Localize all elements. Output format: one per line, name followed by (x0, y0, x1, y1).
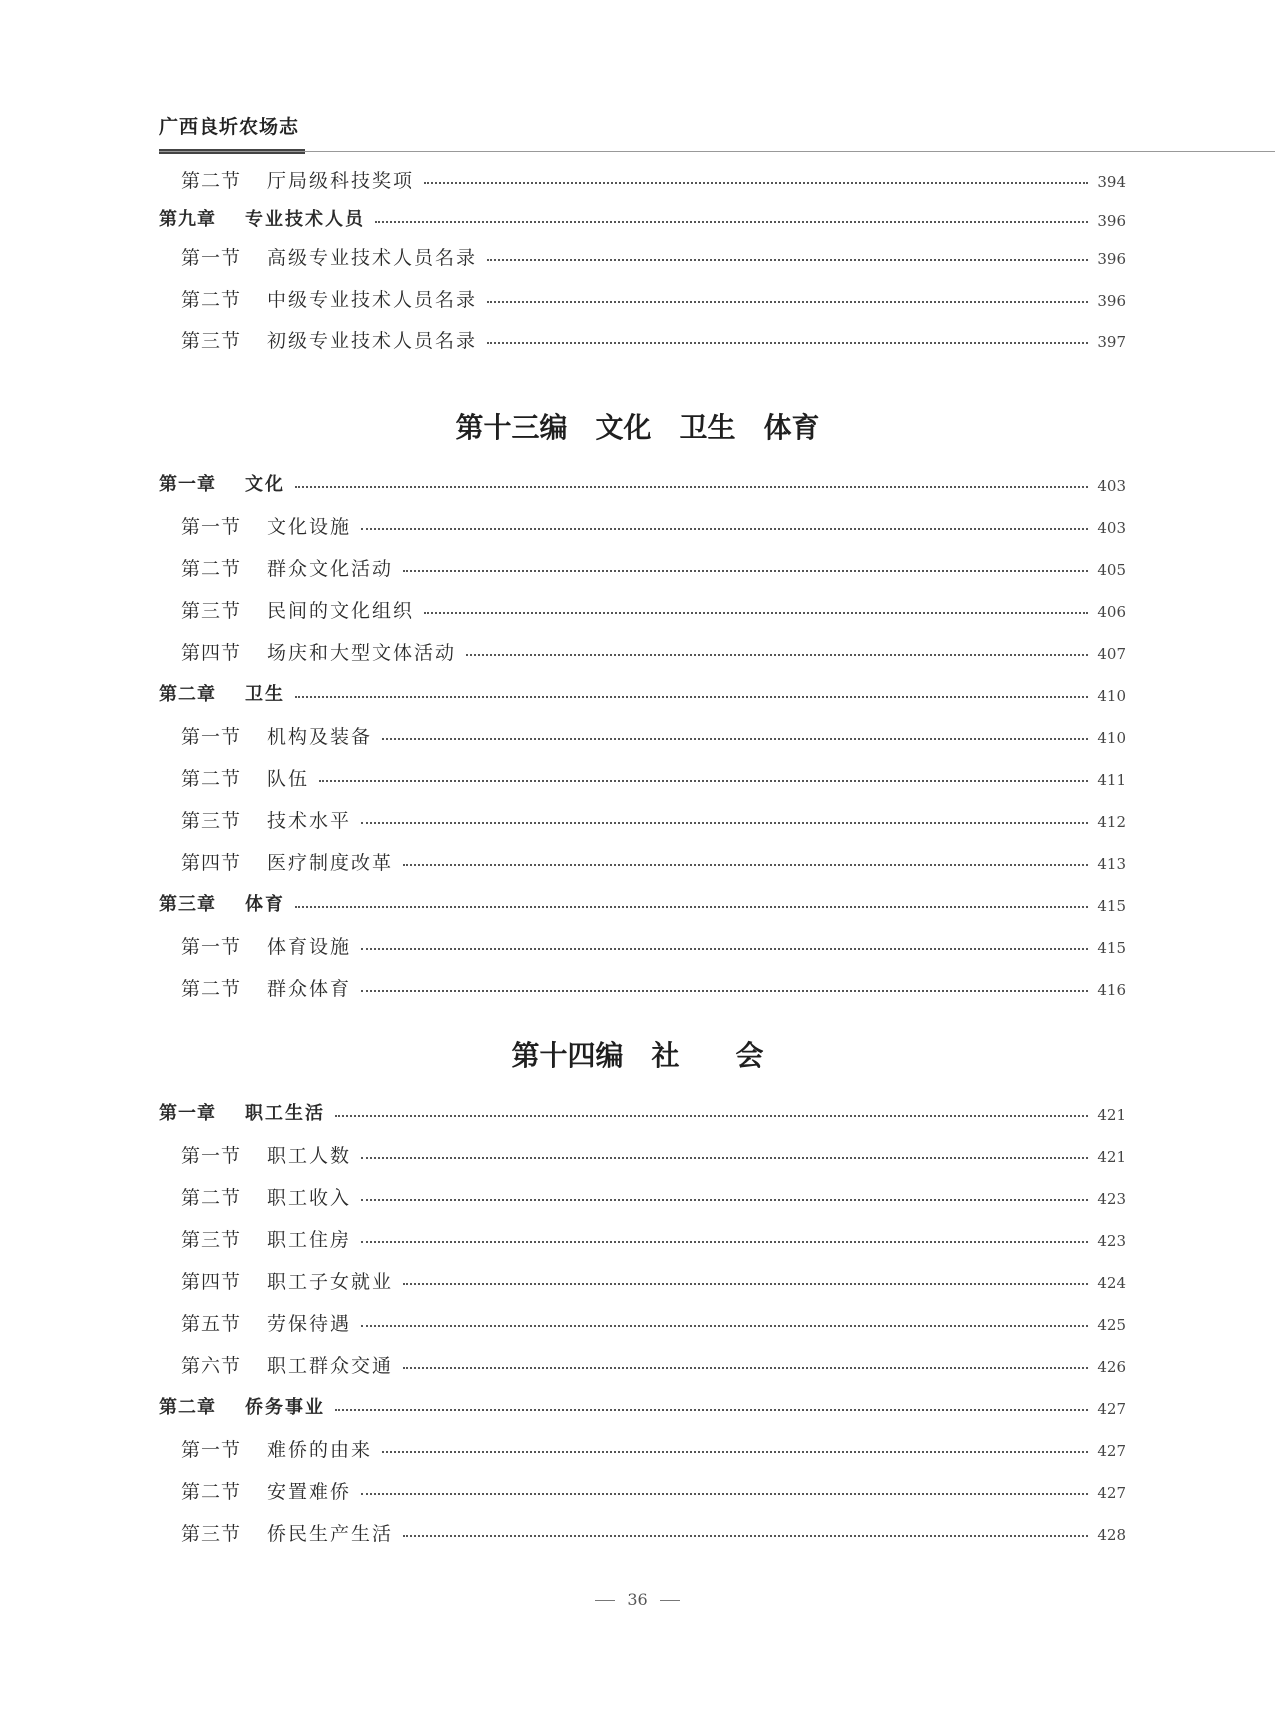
leader-dots (295, 906, 1088, 908)
leader-dots (361, 528, 1088, 530)
entry-number: 第二节 (181, 1480, 242, 1503)
part-title: 第十四编 社 会 (511, 1039, 764, 1072)
leader-dots (361, 1493, 1088, 1495)
toc-section-entry[interactable] (159, 636, 1126, 666)
entry-title: 中级专业技术人员名录 (267, 288, 478, 311)
entry-title: 安置难侨 (267, 1480, 352, 1503)
entry-title: 群众文化活动 (267, 557, 394, 580)
toc-section-entry[interactable] (159, 594, 1126, 624)
entry-number: 第三节 (181, 1228, 242, 1251)
entry-page: 396 (1097, 292, 1126, 310)
entry-number: 第三节 (181, 809, 242, 832)
entry-number: 第一节 (181, 1438, 242, 1461)
entry-title: 卫生 (245, 684, 285, 705)
leader-dots (361, 822, 1088, 824)
entry-number: 第一章 (159, 1103, 216, 1124)
entry-title: 职工子女就业 (267, 1270, 394, 1293)
toc-section-entry[interactable] (159, 164, 1126, 194)
entry-number: 第一节 (181, 725, 242, 748)
entry-title: 劳保待遇 (267, 1312, 352, 1335)
entry-title: 职工群众交通 (267, 1354, 394, 1377)
toc-section-entry[interactable] (159, 804, 1126, 834)
entry-title: 侨务事业 (245, 1397, 325, 1418)
leader-dots (403, 1535, 1088, 1537)
entry-number: 第二章 (159, 684, 216, 705)
entry-title: 职工人数 (267, 1144, 352, 1167)
entry-title: 职工住房 (267, 1228, 352, 1251)
entry-title: 机构及装备 (267, 725, 373, 748)
entry-page: 415 (1097, 939, 1126, 957)
leader-dots (403, 1367, 1088, 1369)
entry-page: 421 (1097, 1106, 1126, 1124)
toc-section-entry[interactable] (159, 762, 1126, 792)
entry-page: 403 (1097, 477, 1126, 495)
entry-page: 425 (1097, 1316, 1126, 1334)
entry-page: 406 (1097, 603, 1126, 621)
entry-page: 427 (1097, 1442, 1126, 1460)
toc-section-entry[interactable] (159, 324, 1126, 354)
entry-page: 397 (1097, 333, 1126, 351)
entry-page: 415 (1097, 897, 1126, 915)
page-number: 36 (627, 1590, 648, 1609)
toc-section-entry[interactable] (159, 552, 1126, 582)
entry-title: 技术水平 (267, 809, 352, 832)
entry-page: 411 (1097, 771, 1126, 789)
leader-dots (295, 696, 1088, 698)
leader-dots (424, 612, 1088, 614)
leader-dots (375, 221, 1088, 223)
entry-number: 第三章 (159, 894, 216, 915)
entry-title: 初级专业技术人员名录 (267, 329, 478, 352)
leader-dots (487, 301, 1088, 303)
entry-title: 医疗制度改革 (267, 851, 394, 874)
entry-page: 413 (1097, 855, 1126, 873)
entry-number: 第二节 (181, 288, 242, 311)
entry-number: 第四节 (181, 851, 242, 874)
footer-dash-right (660, 1600, 680, 1601)
part-title: 第十三编 文化 卫生 体育 (455, 411, 820, 444)
toc-chapter-entry[interactable] (159, 678, 1126, 708)
leader-dots (361, 990, 1088, 992)
entry-title: 文化 (245, 474, 285, 495)
entry-page: 421 (1097, 1148, 1126, 1166)
entry-number: 第三节 (181, 329, 242, 352)
toc-section-entry[interactable] (159, 1349, 1126, 1379)
entry-number: 第二节 (181, 1186, 242, 1209)
entry-number: 第一节 (181, 935, 242, 958)
entry-title: 难侨的由来 (267, 1438, 373, 1461)
leader-dots (403, 570, 1088, 572)
toc-chapter-entry[interactable] (159, 203, 1126, 233)
entry-number: 第二节 (181, 557, 242, 580)
entry-number: 第一节 (181, 1144, 242, 1167)
entry-page: 427 (1097, 1484, 1126, 1502)
entry-number: 第五节 (181, 1312, 242, 1335)
toc-chapter-entry[interactable] (159, 888, 1126, 918)
entry-title: 专业技术人员 (245, 209, 365, 230)
leader-dots (335, 1409, 1088, 1411)
entry-page: 410 (1097, 687, 1126, 705)
leader-dots (361, 1199, 1088, 1201)
toc-chapter-entry[interactable] (159, 468, 1126, 498)
entry-number: 第三节 (181, 599, 242, 622)
entry-number: 第三节 (181, 1522, 242, 1545)
toc-section-entry[interactable] (159, 510, 1126, 540)
entry-number: 第一节 (181, 246, 242, 269)
entry-number: 第二节 (181, 977, 242, 1000)
entry-page: 428 (1097, 1526, 1126, 1544)
entry-page: 423 (1097, 1232, 1126, 1250)
leader-dots (295, 486, 1088, 488)
entry-title: 体育 (245, 894, 285, 915)
entry-number: 第四节 (181, 641, 242, 664)
entry-page: 403 (1097, 519, 1126, 537)
entry-page: 423 (1097, 1190, 1126, 1208)
entry-page: 407 (1097, 645, 1126, 663)
leader-dots (319, 780, 1088, 782)
entry-title: 职工收入 (267, 1186, 352, 1209)
entry-title: 民间的文化组织 (267, 599, 415, 622)
entry-page: 394 (1097, 173, 1126, 191)
toc-section-entry[interactable] (159, 1475, 1126, 1505)
entry-page: 416 (1097, 981, 1126, 999)
entry-number: 第一章 (159, 474, 216, 495)
leader-dots (487, 259, 1088, 261)
toc-section-entry[interactable] (159, 241, 1126, 271)
entry-page: 405 (1097, 561, 1126, 579)
entry-number: 第二章 (159, 1397, 216, 1418)
entry-title: 高级专业技术人员名录 (267, 246, 478, 269)
entry-number: 第六节 (181, 1354, 242, 1377)
entry-number: 第一节 (181, 515, 242, 538)
entry-title: 厅局级科技奖项 (267, 169, 415, 192)
leader-dots (361, 1325, 1088, 1327)
leader-dots (487, 342, 1088, 344)
entry-page: 427 (1097, 1400, 1126, 1418)
toc-section-entry[interactable] (159, 1181, 1126, 1211)
leader-dots (335, 1115, 1088, 1117)
toc-chapter-entry[interactable] (159, 1097, 1126, 1127)
toc-section-entry[interactable] (159, 930, 1126, 960)
toc-section-entry[interactable] (159, 1265, 1126, 1295)
entry-title: 文化设施 (267, 515, 352, 538)
leader-dots (466, 654, 1088, 656)
leader-dots (361, 948, 1088, 950)
entry-page: 410 (1097, 729, 1126, 747)
toc-section-entry[interactable] (159, 1307, 1126, 1337)
entry-page: 396 (1097, 250, 1126, 268)
entry-title: 队伍 (267, 767, 310, 790)
toc-section-entry[interactable] (159, 1223, 1126, 1253)
header-rule-thin (159, 151, 1275, 152)
entry-title: 场庆和大型文体活动 (267, 641, 457, 664)
entry-page: 426 (1097, 1358, 1126, 1376)
leader-dots (361, 1157, 1088, 1159)
leader-dots (403, 1283, 1088, 1285)
entry-number: 第九章 (159, 209, 216, 230)
toc-section-entry[interactable] (159, 1139, 1126, 1169)
entry-number: 第四节 (181, 1270, 242, 1293)
entry-number: 第二节 (181, 169, 242, 192)
toc-section-entry[interactable] (159, 972, 1126, 1002)
entry-title: 群众体育 (267, 977, 352, 1000)
toc-chapter-entry[interactable] (159, 1391, 1126, 1421)
leader-dots (361, 1241, 1088, 1243)
entry-number: 第二节 (181, 767, 242, 790)
toc-section-entry[interactable] (159, 846, 1126, 876)
entry-title: 体育设施 (267, 935, 352, 958)
footer-dash-left (595, 1600, 615, 1601)
entry-page: 396 (1097, 212, 1126, 230)
toc-section-entry[interactable] (159, 283, 1126, 313)
entry-page: 424 (1097, 1274, 1126, 1292)
leader-dots (403, 864, 1088, 866)
leader-dots (424, 182, 1088, 184)
leader-dots (382, 1451, 1088, 1453)
toc-section-entry[interactable] (159, 720, 1126, 750)
book-title: 广西良圻农场志 (159, 116, 300, 138)
entry-title: 职工生活 (245, 1103, 325, 1124)
toc-section-entry[interactable] (159, 1517, 1126, 1547)
leader-dots (382, 738, 1088, 740)
entry-title: 侨民生产生活 (267, 1522, 394, 1545)
toc-section-entry[interactable] (159, 1433, 1126, 1463)
page-footer (0, 1590, 1275, 1609)
entry-page: 412 (1097, 813, 1126, 831)
